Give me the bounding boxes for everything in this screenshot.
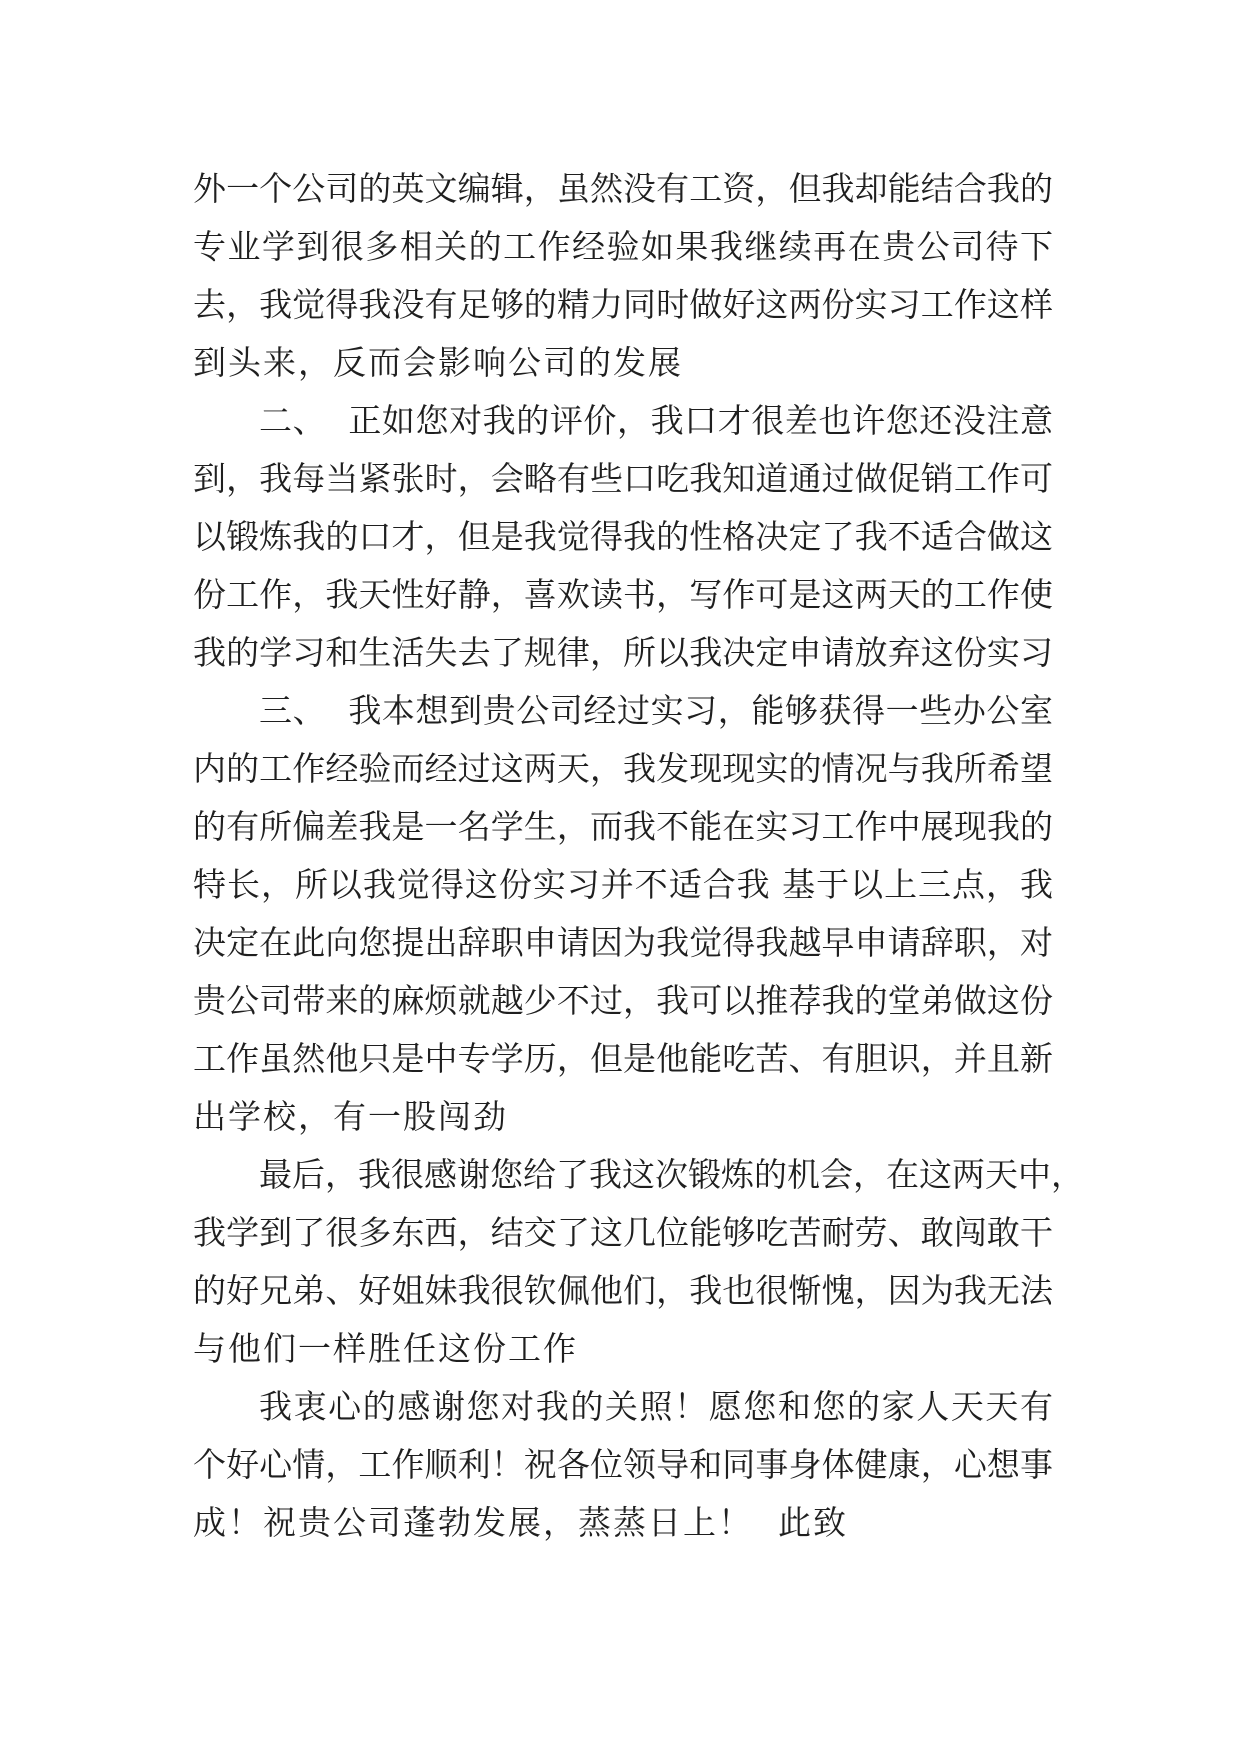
text-line: 我的学习和生活失去了规律，所以我决定申请放弃这份实习 xyxy=(193,633,1053,672)
text-line: 份工作，我天性好静，喜欢读书，写作可是这两天的工作使 xyxy=(193,575,1053,614)
text-line: 特长，所以我觉得这份实习并不适合我 基于以上三点，我 xyxy=(193,865,1053,904)
text-line: 以锻炼我的口才，但是我觉得我的性格决定了我不适合做这 xyxy=(193,517,1053,556)
paragraph-thanks xyxy=(193,1146,1084,1378)
text-line: 专业学到很多相关的工作经验如果我继续再在贵公司待下 xyxy=(193,227,1053,266)
document-body xyxy=(193,160,1084,1552)
text-line: 到头来，反而会影响公司的发展 xyxy=(193,343,683,382)
text-line: 的有所偏差我是一名学生，而我不能在实习工作中展现我的 xyxy=(193,807,1053,846)
text-line: 最后，我很感谢您给了我这次锻炼的机会，在这两天中， xyxy=(259,1155,1084,1194)
text-line: 工作虽然他只是中专学历，但是他能吃苦、有胆识，并且新 xyxy=(193,1039,1053,1078)
paragraph-closing xyxy=(193,1378,1053,1552)
text-line: 三、 我本想到贵公司经过实习，能够获得一些办公室 xyxy=(259,691,1053,730)
paragraph-point-three xyxy=(193,682,1053,1146)
text-line: 成！祝贵公司蓬勃发展，蒸蒸日上！ 此致 xyxy=(193,1503,848,1542)
paragraph-point-two xyxy=(193,392,1053,682)
text-line: 的好兄弟、好姐妹我很钦佩他们，我也很惭愧，因为我无法 xyxy=(193,1271,1053,1310)
text-line: 去，我觉得我没有足够的精力同时做好这两份实习工作这样 xyxy=(193,285,1053,324)
text-line: 我学到了很多东西，结交了这几位能够吃苦耐劳、敢闯敢干 xyxy=(193,1213,1053,1252)
text-line: 与他们一样胜任这份工作 xyxy=(193,1329,578,1368)
text-line: 外一个公司的英文编辑，虽然没有工资，但我却能结合我的 xyxy=(193,169,1053,208)
text-line: 到，我每当紧张时，会略有些口吃我知道通过做促销工作可 xyxy=(193,459,1053,498)
text-line: 贵公司带来的麻烦就越少不过，我可以推荐我的堂弟做这份 xyxy=(193,981,1053,1020)
text-line: 我衷心的感谢您对我的关照！愿您和您的家人天天有 xyxy=(259,1387,1053,1426)
text-line: 内的工作经验而经过这两天，我发现现实的情况与我所希望 xyxy=(193,749,1053,788)
paragraph-continuation xyxy=(193,160,1053,392)
text-line: 二、 正如您对我的评价，我口才很差也许您还没注意 xyxy=(259,401,1053,440)
text-line: 个好心情，工作顺利！祝各位领导和同事身体健康，心想事 xyxy=(193,1445,1053,1484)
text-line: 出学校，有一股闯劲 xyxy=(193,1097,508,1136)
text-line: 决定在此向您提出辞职申请因为我觉得我越早申请辞职，对 xyxy=(193,923,1053,962)
